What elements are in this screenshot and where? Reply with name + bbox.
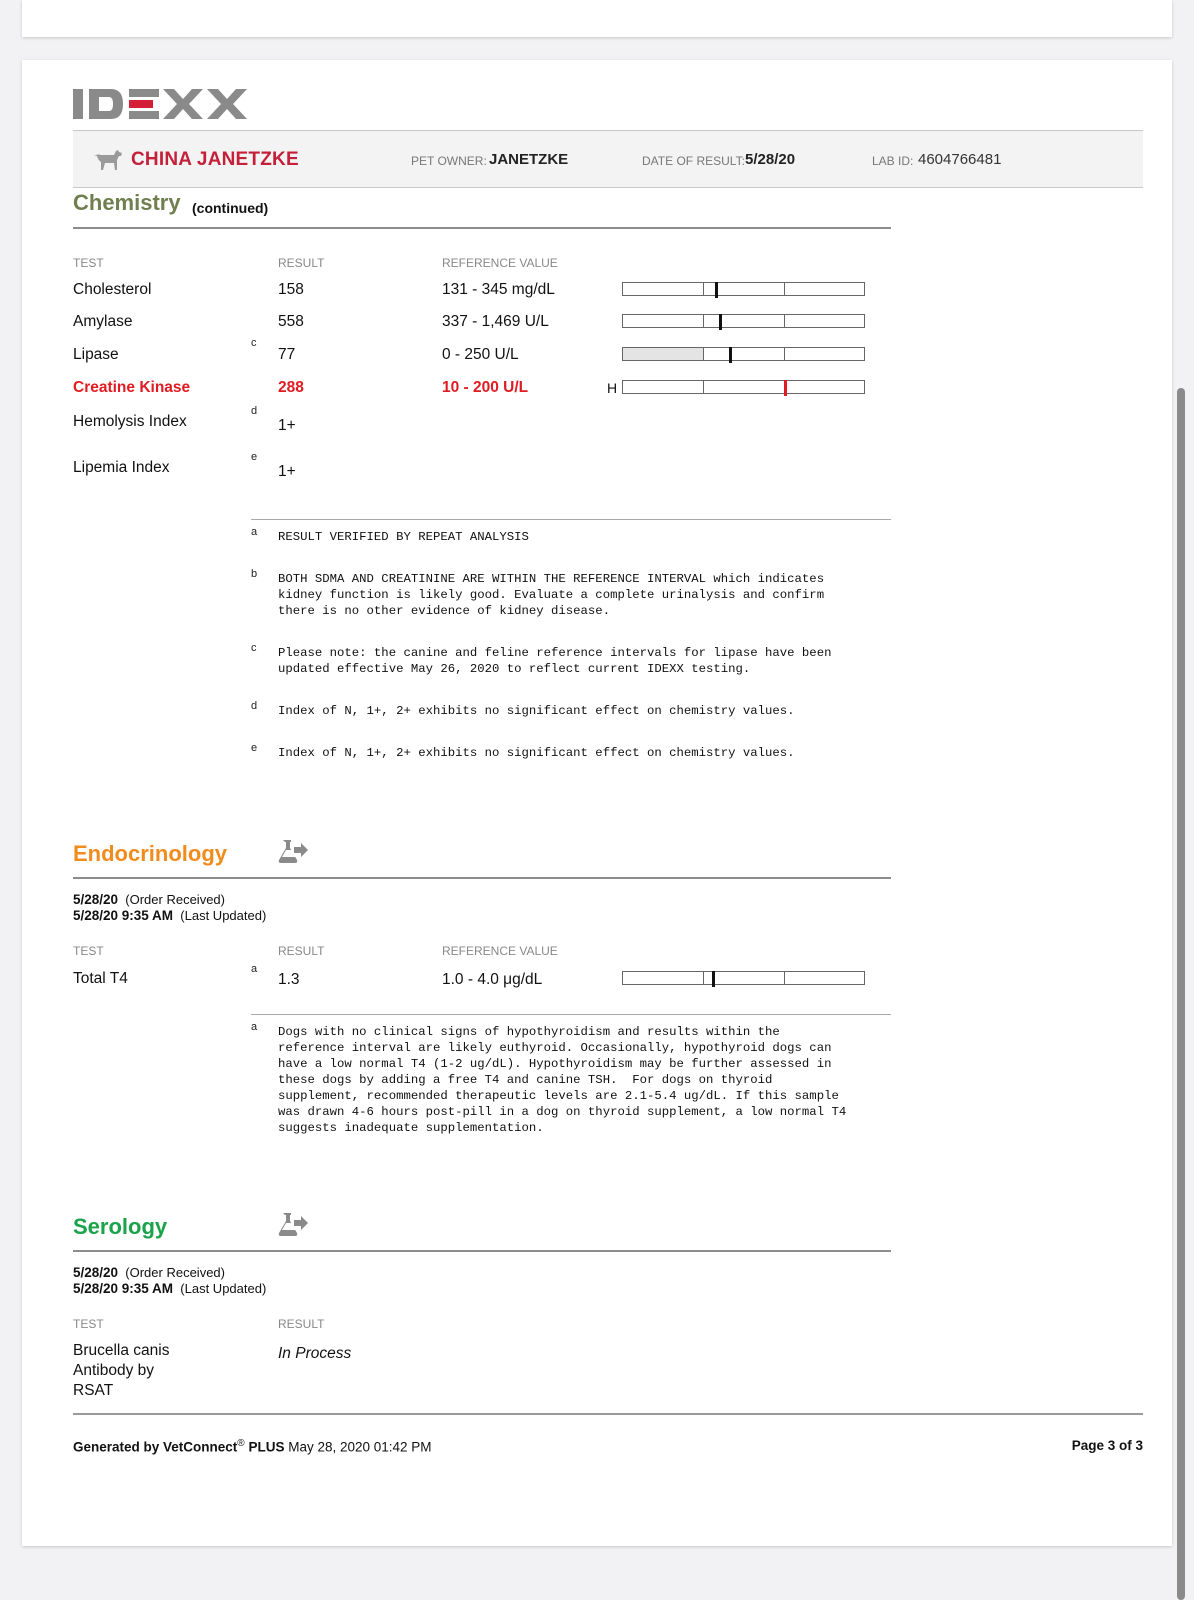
- notes-rule: [251, 519, 891, 520]
- test-result: 1+: [278, 463, 296, 480]
- pet-name: CHINA JANETZKE: [131, 149, 299, 170]
- lab-id-value: 4604766481: [918, 151, 1002, 168]
- footnote-marker: d: [251, 405, 258, 417]
- test-reference: 1.0 - 4.0 μg/dL: [442, 971, 543, 988]
- order-received-line: [73, 1265, 225, 1280]
- test-name-line: Brucella canis: [73, 1342, 170, 1359]
- range-divider: [703, 283, 704, 295]
- footnote-key: d: [251, 700, 258, 712]
- range-divider: [784, 348, 785, 360]
- range-divider: [703, 381, 704, 393]
- test-name-line: Antibody by: [73, 1362, 154, 1379]
- order-date: 5/28/20: [73, 1265, 119, 1280]
- col-test-header: TEST: [73, 1317, 104, 1331]
- updated-date: 5/28/20 9:35 AM: [73, 1281, 174, 1296]
- footnote-text: Index of N, 1+, 2+ exhibits no significant effect on chemistry values.: [278, 746, 795, 760]
- last-updated-line: [73, 1281, 266, 1296]
- updated-date: 5/28/20 9:35 AM: [73, 908, 174, 923]
- range-bar: [622, 380, 865, 394]
- updated-label: (Last Updated): [180, 908, 267, 923]
- test-result: 158: [278, 281, 304, 298]
- high-flag: H: [607, 380, 618, 396]
- footnote-text: BOTH SDMA AND CREATININE ARE WITHIN THE REFERENCE INTERVAL which indicates kidney function is likely good. Evaluate a complete urinalysis and confirm there is no other evidence of kidney disease.: [278, 572, 825, 618]
- generated-by-label: Generated by VetConnect: [73, 1439, 238, 1455]
- footnote-text: Index of N, 1+, 2+ exhibits no significant effect on chemistry values.: [278, 704, 795, 718]
- result-marker: [715, 282, 718, 298]
- test-reference: 337 - 1,469 U/L: [442, 313, 549, 330]
- page-number: Page 3 of 3: [1071, 1438, 1143, 1453]
- col-result-header: RESULT: [278, 944, 325, 958]
- footnote-key: e: [251, 742, 258, 754]
- col-result-header: RESULT: [278, 1317, 325, 1331]
- footnote-text: Dogs with no clinical signs of hypothyroidism and results within the reference interval are likely euthyroid. Occasionally, hypothyroid dogs can have a low normal T4 (1-2 ug/dL). Hypothyroidism may be further assessed in these dogs by adding a free T4 and canine TSH. For dogs on thyroid supplement, recommended therapeutic levels are 2.1-5.4 ug/dL. If this sample was drawn 4-6 hours post-pill in a dog on thyroid supplement, a low normal T4 suggests inadequate supplementation.: [278, 1025, 847, 1135]
- footer-rule: [73, 1413, 1143, 1415]
- order-received-line: [73, 892, 225, 907]
- registered-mark: ®: [237, 1438, 245, 1449]
- range-bar: [622, 347, 865, 361]
- updated-label: (Last Updated): [180, 1281, 267, 1296]
- test-result: In Process: [278, 1345, 352, 1362]
- range-divider: [703, 972, 704, 984]
- endocrinology-title: Endocrinology: [73, 841, 227, 866]
- last-updated-line: [73, 908, 266, 923]
- order-label: (Order Received): [125, 1265, 225, 1280]
- footnote-key: a: [251, 526, 258, 538]
- range-divider: [784, 972, 785, 984]
- serology-rule: [73, 1250, 891, 1252]
- chemistry-rule: [73, 227, 891, 229]
- test-name: Total T4: [73, 970, 128, 987]
- order-date: 5/28/20: [73, 892, 119, 907]
- col-test-header: TEST: [73, 944, 104, 958]
- range-divider: [784, 315, 785, 327]
- col-reference-header: REFERENCE VALUE: [442, 256, 558, 270]
- previous-page: [22, 0, 1172, 37]
- test-name: Hemolysis Index: [73, 413, 187, 430]
- col-test-header: TEST: [73, 256, 104, 270]
- add-test-icon[interactable]: [277, 1211, 309, 1242]
- range-divider: [703, 315, 704, 327]
- test-name: Lipase: [73, 346, 119, 363]
- serology-title: Serology: [73, 1214, 168, 1239]
- test-name: Lipemia Index: [73, 459, 170, 476]
- owner-label: PET OWNER:: [411, 154, 487, 168]
- test-result: 558: [278, 313, 304, 330]
- footnote-key: b: [251, 568, 258, 580]
- range-divider: [784, 283, 785, 295]
- footnote-marker: c: [251, 337, 257, 349]
- order-label: (Order Received): [125, 892, 225, 907]
- scrollbar[interactable]: [1177, 388, 1185, 1600]
- chemistry-title: Chemistry: [73, 190, 181, 215]
- dog-icon: [93, 147, 123, 176]
- test-result: 77: [278, 346, 296, 363]
- result-marker: [729, 347, 732, 363]
- generated-timestamp: May 28, 2020 01:42 PM: [288, 1439, 432, 1455]
- report-page: [22, 60, 1172, 1546]
- footnote-key: a: [251, 1021, 258, 1033]
- test-reference: 131 - 345 mg/dL: [442, 281, 555, 298]
- result-marker: [784, 380, 787, 396]
- endocrinology-rule: [73, 877, 891, 879]
- idexx-logo: [73, 87, 255, 121]
- date-value: 5/28/20: [745, 151, 796, 168]
- generated-by: [73, 1438, 432, 1455]
- footnote-marker: e: [251, 451, 258, 463]
- footnote-text: RESULT VERIFIED BY REPEAT ANALYSIS: [278, 530, 529, 544]
- test-name: [73, 1341, 170, 1401]
- test-name-line: RSAT: [73, 1382, 114, 1399]
- footnote-key: c: [251, 642, 257, 654]
- date-label: DATE OF RESULT:: [642, 154, 745, 168]
- lab-id-label: LAB ID:: [872, 154, 914, 168]
- result-marker: [712, 971, 715, 987]
- test-reference: 0 - 250 U/L: [442, 346, 519, 363]
- test-reference: 10 - 200 U/L: [442, 379, 529, 396]
- test-result: 288: [278, 379, 304, 396]
- col-reference-header: REFERENCE VALUE: [442, 944, 558, 958]
- add-test-icon[interactable]: [277, 838, 309, 869]
- footnote-text: Please note: the canine and feline reference intervals for lipase have been updated effective May 26, 2020 to reflect current IDEXX testing.: [278, 646, 832, 676]
- range-low-shade: [623, 348, 703, 360]
- range-divider: [703, 348, 704, 360]
- notes-rule: [251, 1014, 891, 1015]
- range-bar: [622, 314, 865, 328]
- chemistry-subtitle: (continued): [192, 200, 269, 216]
- plus-label: PLUS: [248, 1439, 285, 1455]
- patient-header: [73, 130, 1143, 188]
- result-marker: [719, 314, 722, 330]
- range-bar: [622, 282, 865, 296]
- test-result: 1+: [278, 417, 296, 434]
- range-bar: [622, 971, 865, 985]
- test-result: 1.3: [278, 971, 300, 988]
- test-name: Cholesterol: [73, 281, 152, 298]
- col-result-header: RESULT: [278, 256, 325, 270]
- owner-value: JANETZKE: [489, 151, 569, 168]
- test-name: Amylase: [73, 313, 133, 330]
- footnote-marker: a: [251, 963, 258, 975]
- test-name: Creatine Kinase: [73, 379, 191, 396]
